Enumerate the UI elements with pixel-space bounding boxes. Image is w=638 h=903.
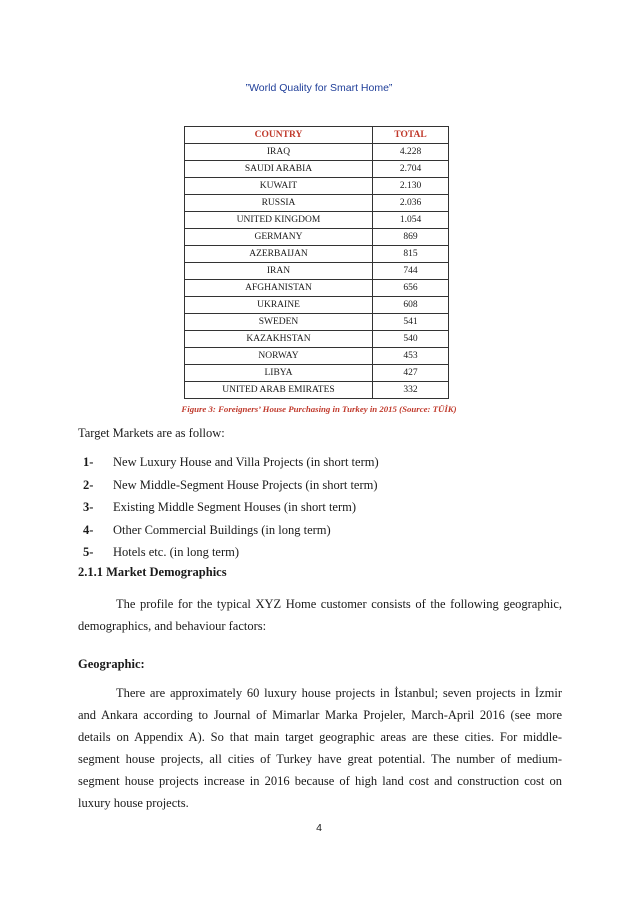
- list-item-number: 2-: [83, 477, 94, 492]
- total-cell: 540: [373, 331, 449, 348]
- country-cell: NORWAY: [185, 348, 373, 365]
- geographic-paragraph: There are approximately 60 luxury house projects in İstanbul; seven projects in İzmir and Ankara according to Journal of Mimarlar Marka Projeler, March-April 2016 (see more details on Appendix A). So that main target geographic areas are these cities. For middle-segment house projects, all cities of Turkey have great potential. The number of medium-segment house projects increase in 2016 because of high land cost and construction cost on luxury house projects.: [78, 686, 562, 810]
- table-row: [185, 280, 449, 297]
- total-cell: 453: [373, 348, 449, 365]
- table-row: [185, 195, 449, 212]
- country-cell: KAZAKHSTAN: [185, 331, 373, 348]
- list-item-text: Hotels etc. (in long term): [113, 545, 240, 559]
- page-number: 4: [316, 822, 322, 834]
- target-markets-list: [78, 451, 379, 564]
- table-row: [185, 229, 449, 246]
- country-cell: SWEDEN: [185, 314, 373, 331]
- table-row: [185, 348, 449, 365]
- total-cell: 2.130: [373, 178, 449, 195]
- list-item: [78, 519, 379, 542]
- total-cell: 2.704: [373, 161, 449, 178]
- table-header-row: [185, 127, 449, 144]
- country-cell: KUWAIT: [185, 178, 373, 195]
- list-item-text: New Luxury House and Villa Projects (in short term): [113, 455, 379, 469]
- table-row: [185, 314, 449, 331]
- total-cell: 656: [373, 280, 449, 297]
- table-row: [185, 263, 449, 280]
- total-cell: 815: [373, 246, 449, 263]
- geographic-heading: Geographic:: [78, 657, 145, 671]
- figure-caption: Figure 3: Foreigners’ House Purchasing in Turkey in 2015 (Source: TÜİK): [181, 404, 457, 414]
- country-cell: AFGHANISTAN: [185, 280, 373, 297]
- table-body: [185, 144, 449, 399]
- country-cell: SAUDI ARABIA: [185, 161, 373, 178]
- list-item-number: 1-: [83, 455, 94, 469]
- total-cell: 608: [373, 297, 449, 314]
- country-cell: UNITED KINGDOM: [185, 212, 373, 229]
- list-item-text: Existing Middle Segment Houses (in short term): [113, 500, 357, 514]
- column-header-country: COUNTRY: [185, 127, 373, 144]
- total-cell: 541: [373, 314, 449, 331]
- table-row: [185, 161, 449, 178]
- country-cell: AZERBAIJAN: [185, 246, 373, 263]
- table-row: [185, 144, 449, 161]
- list-item: [78, 541, 379, 564]
- country-cell: UNITED ARAB EMIRATES: [185, 382, 373, 399]
- country-cell: IRAN: [185, 263, 373, 280]
- list-item-number: 5-: [83, 545, 94, 559]
- table-row: [185, 365, 449, 382]
- table-row: [185, 212, 449, 229]
- total-cell: 744: [373, 263, 449, 280]
- table-row: [185, 297, 449, 314]
- list-item-text: New Middle-Segment House Projects (in short term): [113, 477, 378, 492]
- table-row: [185, 382, 449, 399]
- country-cell: RUSSIA: [185, 195, 373, 212]
- list-item-number: 3-: [83, 500, 94, 514]
- foreigners-purchasing-table: [184, 126, 449, 399]
- column-header-total: TOTAL: [373, 127, 449, 144]
- country-cell: UKRAINE: [185, 297, 373, 314]
- list-item: [78, 451, 379, 474]
- total-cell: 332: [373, 382, 449, 399]
- table-row: [185, 331, 449, 348]
- country-cell: LIBYA: [185, 365, 373, 382]
- table-row: [185, 178, 449, 195]
- target-markets-intro: Target Markets are as follow:: [78, 426, 225, 440]
- total-cell: 2.036: [373, 195, 449, 212]
- country-cell: IRAQ: [185, 144, 373, 161]
- total-cell: 427: [373, 365, 449, 382]
- list-item: [78, 474, 379, 497]
- section-heading: 2.1.1 Market Demographics: [78, 565, 227, 579]
- list-item: [78, 496, 379, 519]
- total-cell: 1.054: [373, 212, 449, 229]
- list-item-text: Other Commercial Buildings (in long term): [113, 522, 331, 537]
- list-item-number: 4-: [83, 522, 94, 537]
- table-row: [185, 246, 449, 263]
- total-cell: 869: [373, 229, 449, 246]
- country-cell: GERMANY: [185, 229, 373, 246]
- profile-paragraph: The profile for the typical XYZ Home customer consists of the following geographic, demographics, and behaviour factors:: [78, 597, 562, 633]
- page-header-title: ”World Quality for Smart Home”: [245, 82, 393, 94]
- total-cell: 4.228: [373, 144, 449, 161]
